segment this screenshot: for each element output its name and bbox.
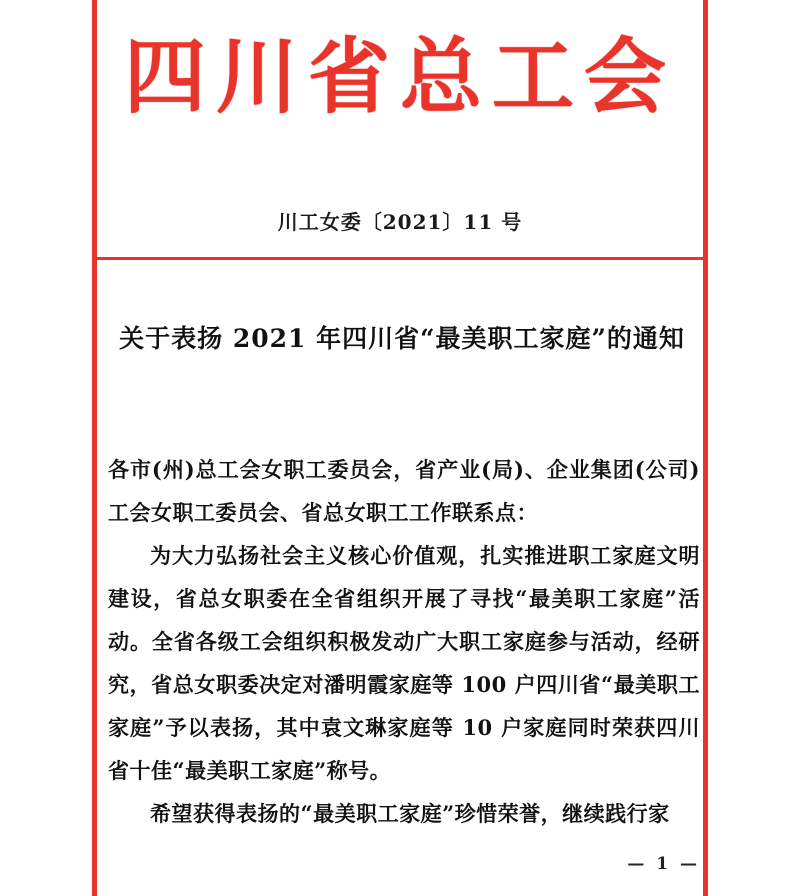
page-number: — 1 — [627, 854, 700, 874]
masthead-title: 四川省总工会 [123, 29, 676, 125]
document-number: 川工女委〔2021〕11 号 [277, 210, 523, 234]
notice-title: 关于表扬 2021 年四川省“最美职工家庭”的通知 [119, 324, 685, 353]
header-divider-rule [92, 257, 708, 260]
body-paragraph-2: 希望获得表扬的“最美职工家庭”珍惜荣誉，继续践行家 [150, 801, 670, 827]
left-margin-rule [92, 0, 97, 896]
body-paragraph-addressee: 各市(州)总工会女职工委员会，省产业(局)、企业集团(公司)工会女职工委员会、省总女职工工作联系点： [108, 457, 700, 526]
notice-body [108, 448, 700, 835]
right-margin-rule [703, 0, 708, 896]
body-paragraph-1: 为大力弘扬社会主义核心价值观，扎实推进职工家庭文明建设，省总女职委在全省组织开展了寻找“最美职工家庭”活动。全省各级工会组织积极发动广大职工家庭参与活动，经研究，省总女职委决定对潘明霞家庭等 100 户四川省“最美职工家庭”予以表扬，其中袁文琳家庭等 10 户家庭同时荣获四川省十佳“最美职工家庭”称号。 [108, 543, 700, 784]
